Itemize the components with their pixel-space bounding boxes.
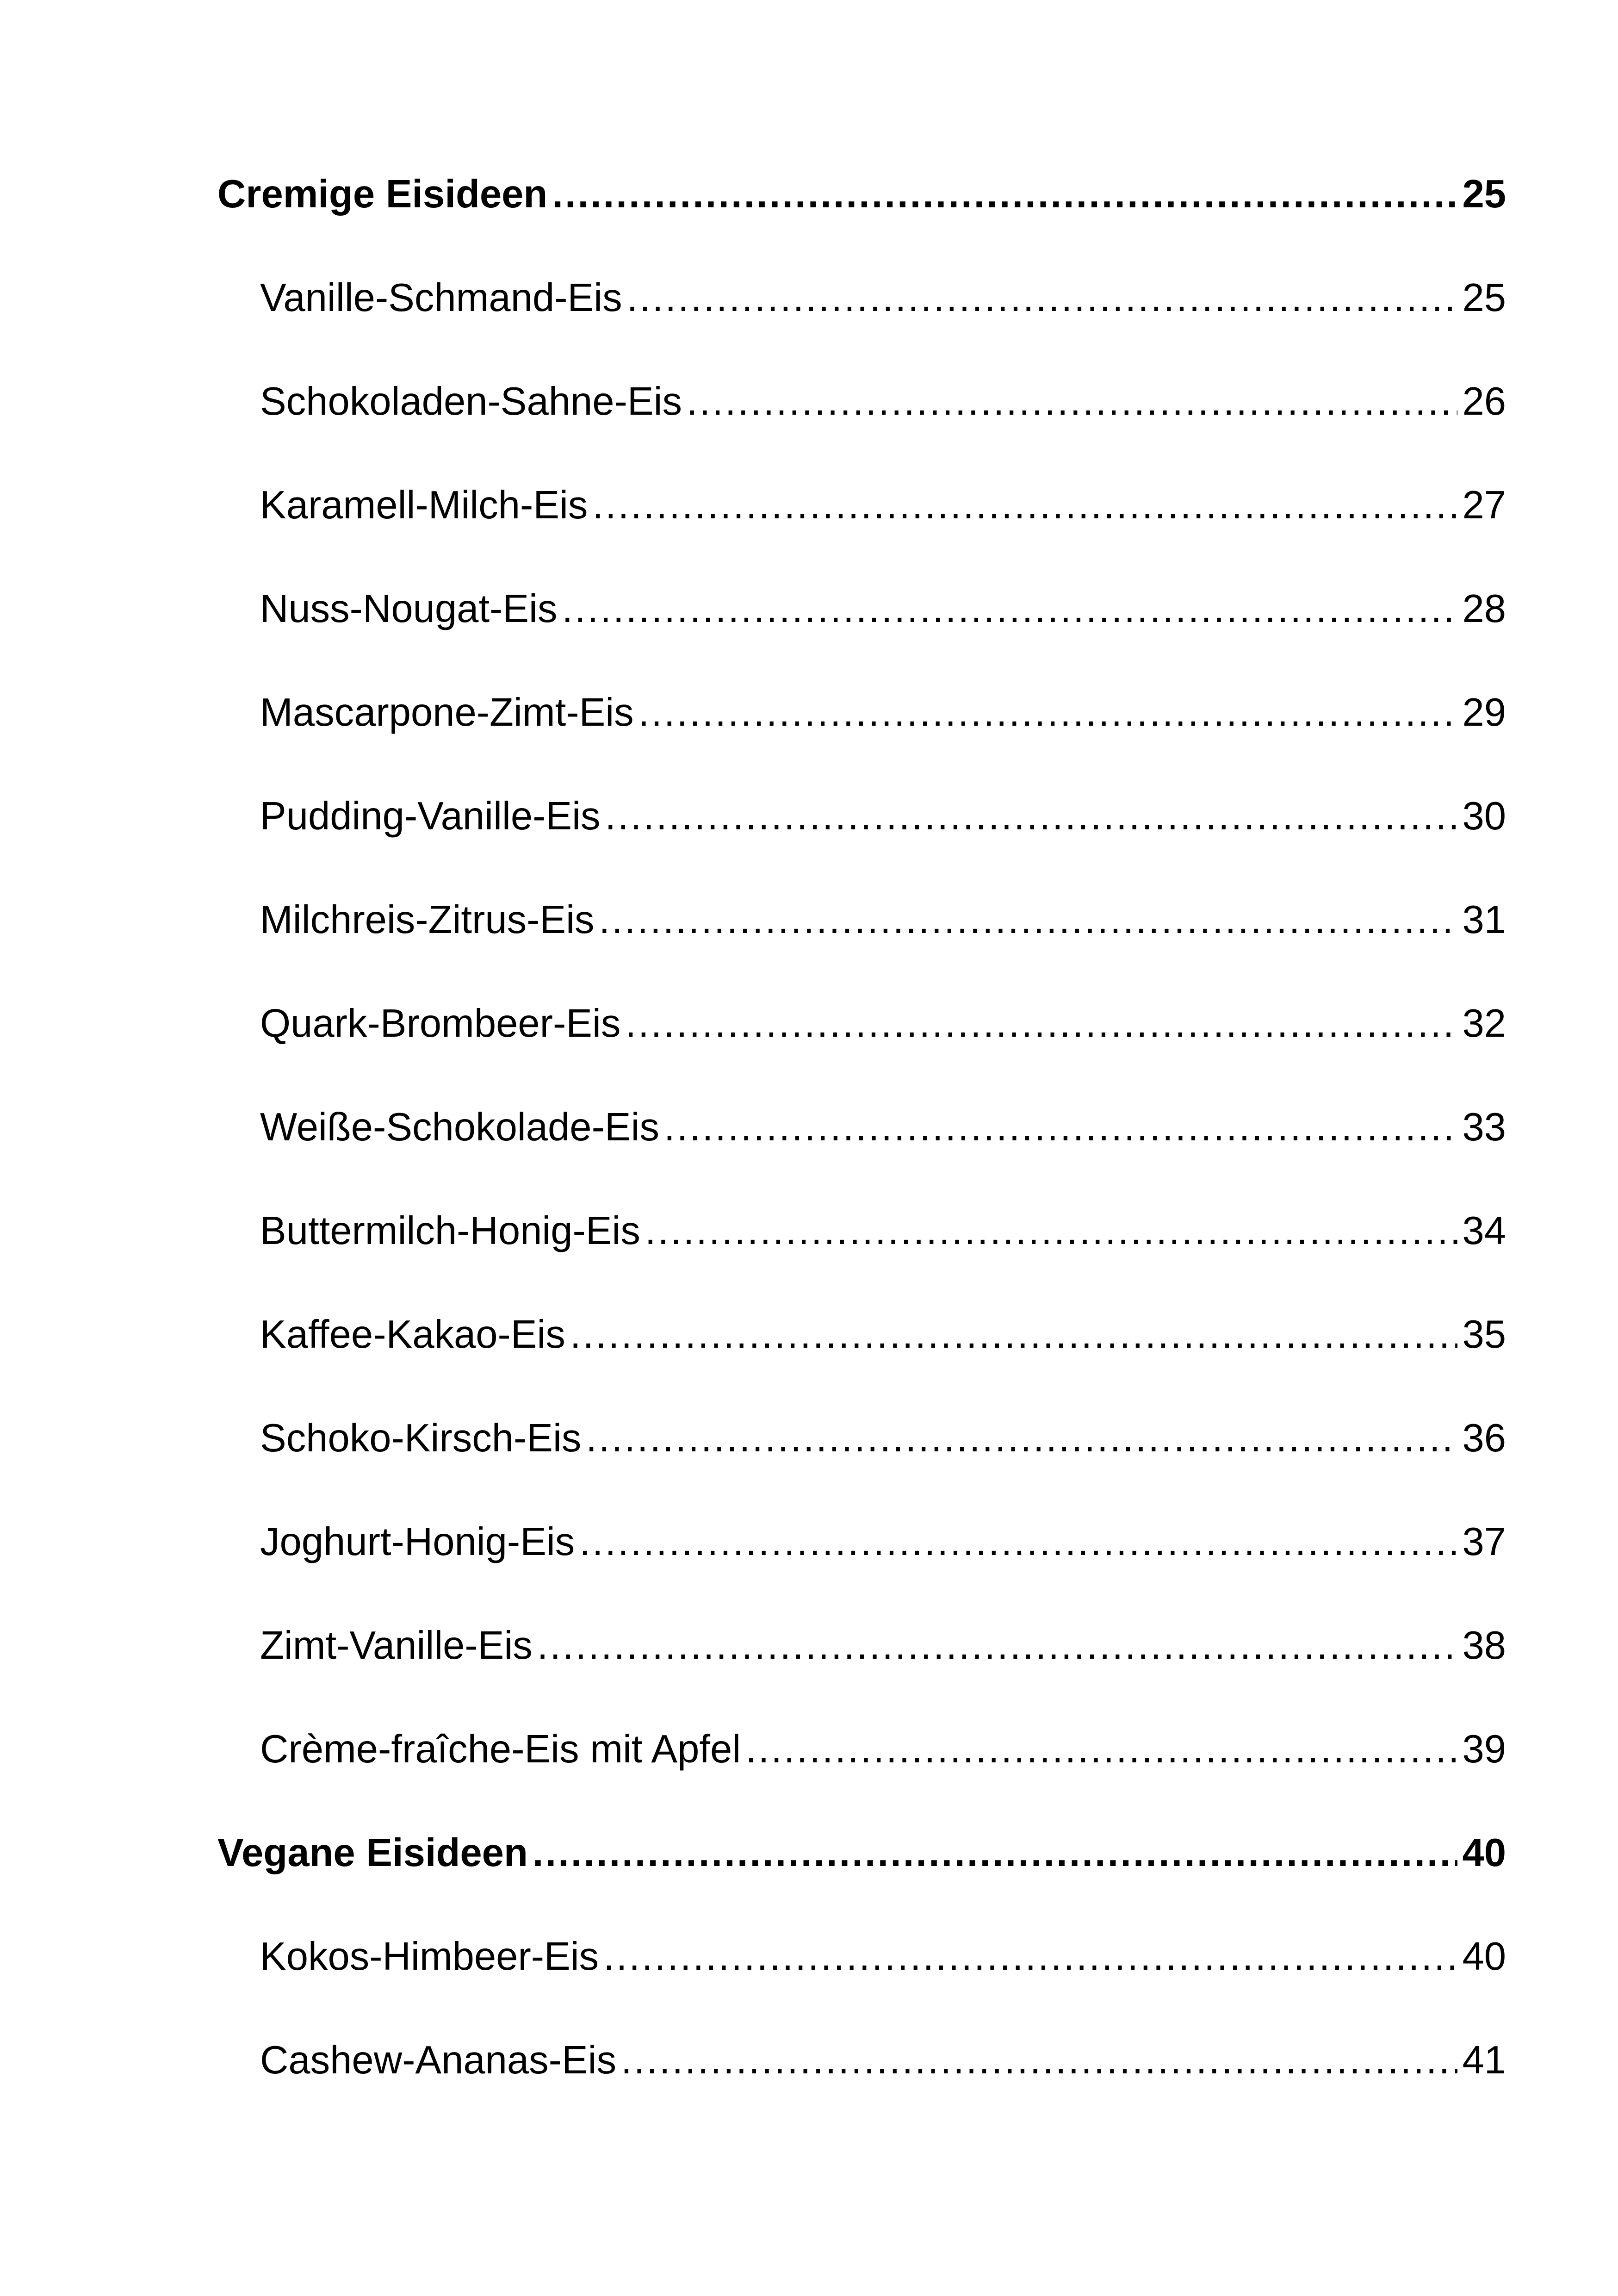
toc-entry-page: 26 bbox=[1462, 380, 1506, 423]
toc-item-entry[interactable] bbox=[217, 1927, 1506, 2030]
toc-item-entry[interactable] bbox=[217, 268, 1506, 372]
toc-entry-title: Schokoladen-Sahne-Eis bbox=[260, 380, 682, 423]
toc-item-entry[interactable] bbox=[217, 1616, 1506, 1719]
toc-entry-title: Buttermilch-Honig-Eis bbox=[260, 1209, 640, 1253]
toc-entry-page: 25 bbox=[1462, 276, 1506, 320]
toc-entry-page: 36 bbox=[1462, 1416, 1506, 1460]
toc-entry-title: Kaffee-Kakao-Eis bbox=[260, 1313, 565, 1356]
toc-item-entry[interactable] bbox=[217, 890, 1506, 994]
dot-leader bbox=[625, 994, 1457, 1054]
dot-leader bbox=[579, 1512, 1457, 1572]
toc-section-entry[interactable] bbox=[217, 164, 1506, 268]
toc-entry-page: 32 bbox=[1462, 1002, 1506, 1045]
toc-entry-title: Schoko-Kirsch-Eis bbox=[260, 1416, 582, 1460]
toc-entry-title: Kokos-Himbeer-Eis bbox=[260, 1935, 599, 1979]
toc-item-entry[interactable] bbox=[217, 1719, 1506, 1823]
toc-item-entry[interactable] bbox=[217, 1097, 1506, 1201]
toc-item-entry[interactable] bbox=[217, 2030, 1506, 2134]
toc-item-entry[interactable] bbox=[217, 579, 1506, 683]
dot-leader bbox=[664, 1097, 1458, 1157]
table-of-contents bbox=[217, 164, 1506, 2134]
dot-leader bbox=[605, 786, 1458, 846]
toc-entry-title: Pudding-Vanille-Eis bbox=[260, 794, 601, 838]
toc-item-entry[interactable] bbox=[217, 475, 1506, 579]
toc-entry-title: Mascarpone-Zimt-Eis bbox=[260, 691, 634, 734]
toc-entry-title: Crème-fraîche-Eis mit Apfel bbox=[260, 1727, 741, 1771]
toc-item-entry[interactable] bbox=[217, 1201, 1506, 1305]
dot-leader bbox=[562, 579, 1457, 639]
toc-item-entry[interactable] bbox=[217, 786, 1506, 890]
dot-leader bbox=[592, 475, 1457, 535]
toc-entry-page: 38 bbox=[1462, 1624, 1506, 1668]
toc-entry-page: 41 bbox=[1462, 2038, 1506, 2082]
toc-entry-page: 39 bbox=[1462, 1727, 1506, 1771]
toc-entry-page: 28 bbox=[1462, 587, 1506, 631]
toc-entry-title: Milchreis-Zitrus-Eis bbox=[260, 898, 595, 942]
toc-entry-page: 29 bbox=[1462, 691, 1506, 734]
toc-entry-page: 40 bbox=[1462, 1935, 1506, 1979]
dot-leader bbox=[599, 890, 1458, 950]
toc-entry-title: Karamell-Milch-Eis bbox=[260, 483, 588, 527]
toc-entry-page: 30 bbox=[1462, 794, 1506, 838]
toc-item-entry[interactable] bbox=[217, 1408, 1506, 1512]
toc-entry-page: 27 bbox=[1462, 483, 1506, 527]
toc-entry-page: 40 bbox=[1462, 1831, 1506, 1875]
dot-leader bbox=[639, 683, 1458, 743]
toc-entry-title: Nuss-Nougat-Eis bbox=[260, 587, 558, 631]
toc-entry-page: 33 bbox=[1462, 1105, 1506, 1149]
dot-leader bbox=[645, 1201, 1458, 1261]
dot-leader bbox=[621, 2030, 1457, 2091]
toc-entry-page: 31 bbox=[1462, 898, 1506, 942]
toc-item-entry[interactable] bbox=[217, 994, 1506, 1097]
dot-leader bbox=[627, 268, 1458, 328]
toc-entry-title: Joghurt-Honig-Eis bbox=[260, 1520, 575, 1564]
toc-item-entry[interactable] bbox=[217, 372, 1506, 475]
toc-item-entry[interactable] bbox=[217, 1512, 1506, 1616]
dot-leader bbox=[603, 1927, 1457, 1987]
toc-entry-title: Weiße-Schokolade-Eis bbox=[260, 1105, 659, 1149]
toc-entry-page: 34 bbox=[1462, 1209, 1506, 1253]
toc-entry-title: Cashew-Ananas-Eis bbox=[260, 2038, 617, 2082]
toc-entry-title: Cremige Eisideen bbox=[217, 172, 548, 216]
dot-leader bbox=[552, 164, 1457, 224]
toc-entry-title: Vegane Eisideen bbox=[217, 1831, 528, 1875]
toc-entry-title: Zimt-Vanille-Eis bbox=[260, 1624, 533, 1668]
dot-leader bbox=[537, 1616, 1458, 1676]
dot-leader bbox=[570, 1305, 1458, 1365]
toc-section-entry[interactable] bbox=[217, 1823, 1506, 1927]
toc-entry-page: 35 bbox=[1462, 1313, 1506, 1356]
toc-entry-page: 25 bbox=[1462, 172, 1506, 216]
dot-leader bbox=[687, 372, 1457, 432]
toc-entry-title: Quark-Brombeer-Eis bbox=[260, 1002, 621, 1045]
toc-item-entry[interactable] bbox=[217, 1305, 1506, 1408]
dot-leader bbox=[745, 1719, 1457, 1780]
dot-leader bbox=[586, 1408, 1457, 1468]
toc-entry-title: Vanille-Schmand-Eis bbox=[260, 276, 622, 320]
toc-entry-page: 37 bbox=[1462, 1520, 1506, 1564]
toc-item-entry[interactable] bbox=[217, 683, 1506, 786]
dot-leader bbox=[533, 1823, 1458, 1883]
